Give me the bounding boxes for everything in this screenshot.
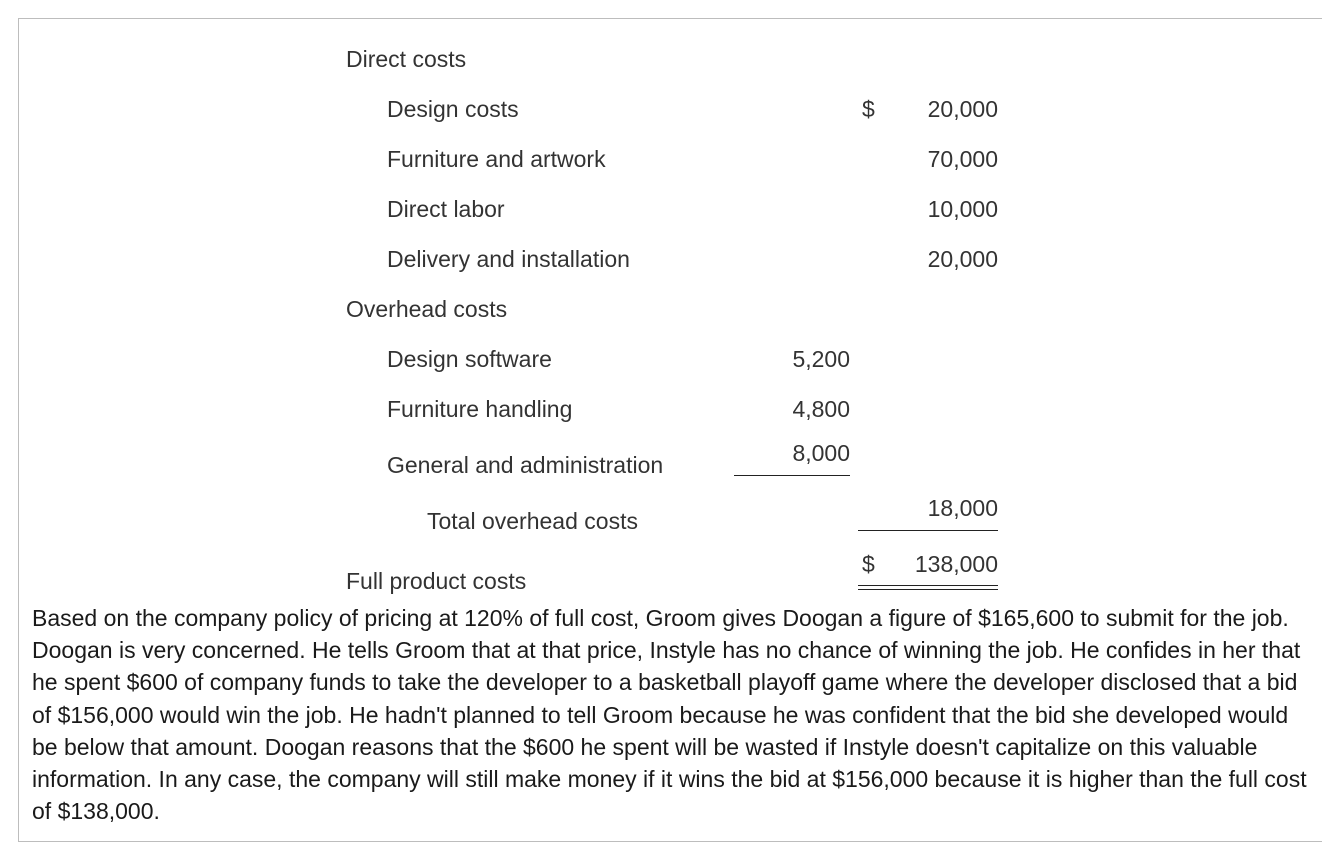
total-overhead-value: 18,000 xyxy=(927,495,998,521)
furniture-handling-label: Furniture handling xyxy=(387,396,573,422)
total-overhead-label: Total overhead costs xyxy=(427,508,638,534)
total-underline xyxy=(858,530,998,531)
delivery-installation-value: 20,000 xyxy=(927,246,998,272)
design-software-value: 5,200 xyxy=(792,346,850,372)
direct-costs-heading: Direct costs xyxy=(346,46,467,72)
subtotal-underline xyxy=(734,475,850,476)
design-costs-label: Design costs xyxy=(387,96,519,122)
full-product-costs-label: Full product costs xyxy=(346,568,527,594)
furniture-artwork-label: Furniture and artwork xyxy=(387,146,606,172)
grand-total-double-underline xyxy=(858,585,998,590)
general-admin-value: 8,000 xyxy=(792,440,850,466)
design-costs-currency: $ xyxy=(862,96,875,122)
general-admin-label: General and administration xyxy=(387,452,664,478)
furniture-handling-value: 4,800 xyxy=(792,396,850,422)
case-paragraph: Based on the company policy of pricing at 120% of full cost, Groom gives Doogan a figure of $165,600 to submit for the job. Doogan is very concerned. He tells Groom that at that price, Instyle has no chance of winning the job. He confides in her that he spent $600 of company funds to take the developer to a basketball playoff game where the developer disclosed that a bid of $156,000 would win the job. He hadn't planned to tell Groom because he was confident that the bid she developed would be below that amount. Doogan reasons that the $600 he spent will be wasted if Instyle doesn't capitalize on this valuable information. In any case, the company will still make money if it wins the bid at $156,000 because it is higher than the full cost of $138,000. xyxy=(32,605,1307,825)
overhead-costs-heading: Overhead costs xyxy=(346,296,508,322)
direct-labor-label: Direct labor xyxy=(387,196,505,222)
design-costs-value: 20,000 xyxy=(927,96,998,122)
full-product-currency: $ xyxy=(862,551,875,577)
furniture-artwork-value: 70,000 xyxy=(927,146,998,172)
direct-labor-value: 10,000 xyxy=(927,196,998,222)
delivery-installation-label: Delivery and installation xyxy=(387,246,630,272)
design-software-label: Design software xyxy=(387,346,552,372)
full-product-value: 138,000 xyxy=(914,551,998,577)
